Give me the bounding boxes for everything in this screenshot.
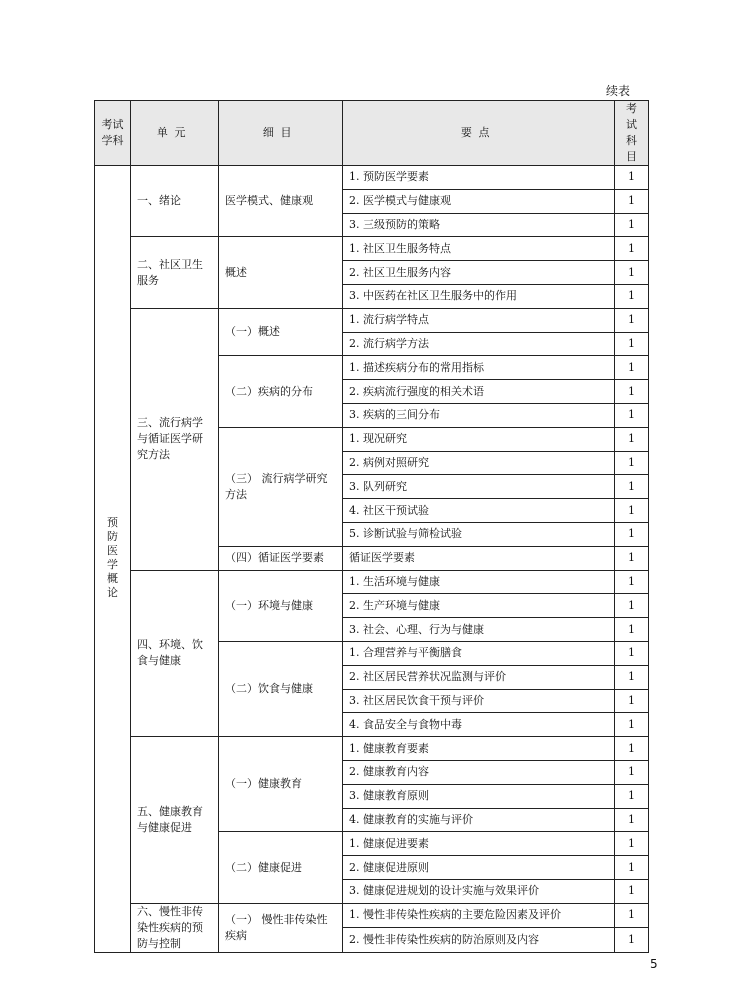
level-cell: 1 [615,808,649,832]
level-cell: 1 [615,903,649,928]
subject-cell [95,166,131,953]
point-cell: 2. 健康促进原则 [343,856,615,880]
level-cell: 1 [615,594,649,618]
level-cell: 1 [615,403,649,427]
level-cell: 1 [615,737,649,761]
level-cell: 1 [615,641,649,665]
point-cell: 3. 健康促进规划的设计实施与效果评价 [343,879,615,903]
item-cell: （二）饮食与健康 [219,641,343,736]
point-cell: 2. 健康教育内容 [343,760,615,784]
point-cell: 1. 现况研究 [343,427,615,451]
point-cell: 3. 健康教育原则 [343,784,615,808]
item-cell: （三） 流行病学研究方法 [219,427,343,546]
point-cell: 1. 健康教育要素 [343,737,615,761]
level-cell: 1 [615,166,649,190]
item-cell: （一）健康教育 [219,737,343,832]
level-cell: 1 [615,332,649,356]
level-cell: 1 [615,237,649,261]
table-row [95,737,649,761]
item-cell: （一）环境与健康 [219,570,343,641]
table-row [95,166,649,190]
level-cell: 1 [615,784,649,808]
level-cell: 1 [615,475,649,499]
table-row [95,903,649,928]
table-row [95,237,649,261]
point-cell: 1. 流行病学特点 [343,308,615,332]
point-cell: 3. 三级预防的策略 [343,213,615,237]
point-cell: 3. 中医药在社区卫生服务中的作用 [343,284,615,308]
level-cell: 1 [615,427,649,451]
header-row [95,101,649,166]
level-cell: 1 [615,499,649,523]
syllabus-table [94,100,649,953]
point-cell: 2. 疾病流行强度的相关术语 [343,380,615,404]
level-cell: 1 [615,213,649,237]
item-cell: （一） 慢性非传染性疾病 [219,903,343,952]
level-cell: 1 [615,713,649,737]
header-unit: 单元 [131,101,219,166]
level-cell: 1 [615,451,649,475]
level-cell: 1 [615,665,649,689]
header-subject: 考试学科 [95,101,131,166]
point-cell: 3. 队列研究 [343,475,615,499]
level-cell: 1 [615,856,649,880]
unit-cell: 六、慢性非传染性疾病的预防与控制 [131,903,219,952]
continued-label: 续表 [606,84,631,98]
point-cell: 1. 社区卫生服务特点 [343,237,615,261]
table-row [95,570,649,594]
point-cell: 2. 社区卫生服务内容 [343,261,615,285]
unit-cell: 四、环境、饮食与健康 [131,570,219,737]
point-cell: 1. 合理营养与平衡膳食 [343,641,615,665]
item-cell: （二）健康促进 [219,832,343,903]
unit-cell: 二、社区卫生服务 [131,237,219,308]
level-cell: 1 [615,380,649,404]
level-cell: 1 [615,570,649,594]
point-cell: 1. 健康促进要素 [343,832,615,856]
point-cell: 4. 社区干预试验 [343,499,615,523]
page-number: 5 [650,957,658,971]
point-cell: 2. 病例对照研究 [343,451,615,475]
point-cell: 4. 食品安全与食物中毒 [343,713,615,737]
point-cell: 2. 慢性非传染性疾病的防治原则及内容 [343,928,615,953]
header-level: 考试科目 [615,101,649,166]
point-cell: 4. 健康教育的实施与评价 [343,808,615,832]
item-cell: （四）循证医学要素 [219,546,343,570]
subject-label: 预防医学概论 [107,516,118,600]
item-cell: 医学模式、健康观 [219,166,343,237]
level-cell: 1 [615,261,649,285]
level-cell: 1 [615,308,649,332]
point-cell: 1. 预防医学要素 [343,166,615,190]
unit-cell: 三、流行病学与循证医学研究方法 [131,308,219,570]
level-cell: 1 [615,356,649,380]
point-cell: 循证医学要素 [343,546,615,570]
point-cell: 2. 医学模式与健康观 [343,189,615,213]
point-cell: 1. 慢性非传染性疾病的主要危险因素及评价 [343,903,615,928]
table-row [95,308,649,332]
point-cell: 3. 社会、心理、行为与健康 [343,618,615,642]
point-cell: 3. 疾病的三间分布 [343,403,615,427]
level-cell: 1 [615,832,649,856]
item-cell: （二）疾病的分布 [219,356,343,427]
level-cell: 1 [615,189,649,213]
level-cell: 1 [615,928,649,953]
item-cell: 概述 [219,237,343,308]
header-point: 要点 [343,101,615,166]
level-cell: 1 [615,760,649,784]
level-cell: 1 [615,284,649,308]
point-cell: 1. 描述疾病分布的常用指标 [343,356,615,380]
level-cell: 1 [615,879,649,903]
header-item: 细目 [219,101,343,166]
level-cell: 1 [615,689,649,713]
level-cell: 1 [615,546,649,570]
item-cell: （一）概述 [219,308,343,356]
point-cell: 2. 社区居民营养状况监测与评价 [343,665,615,689]
point-cell: 5. 诊断试验与筛检试验 [343,522,615,546]
point-cell: 3. 社区居民饮食干预与评价 [343,689,615,713]
unit-cell: 五、健康教育与健康促进 [131,737,219,904]
point-cell: 1. 生活环境与健康 [343,570,615,594]
point-cell: 2. 生产环境与健康 [343,594,615,618]
point-cell: 2. 流行病学方法 [343,332,615,356]
level-cell: 1 [615,522,649,546]
unit-cell: 一、绪论 [131,166,219,237]
level-cell: 1 [615,618,649,642]
